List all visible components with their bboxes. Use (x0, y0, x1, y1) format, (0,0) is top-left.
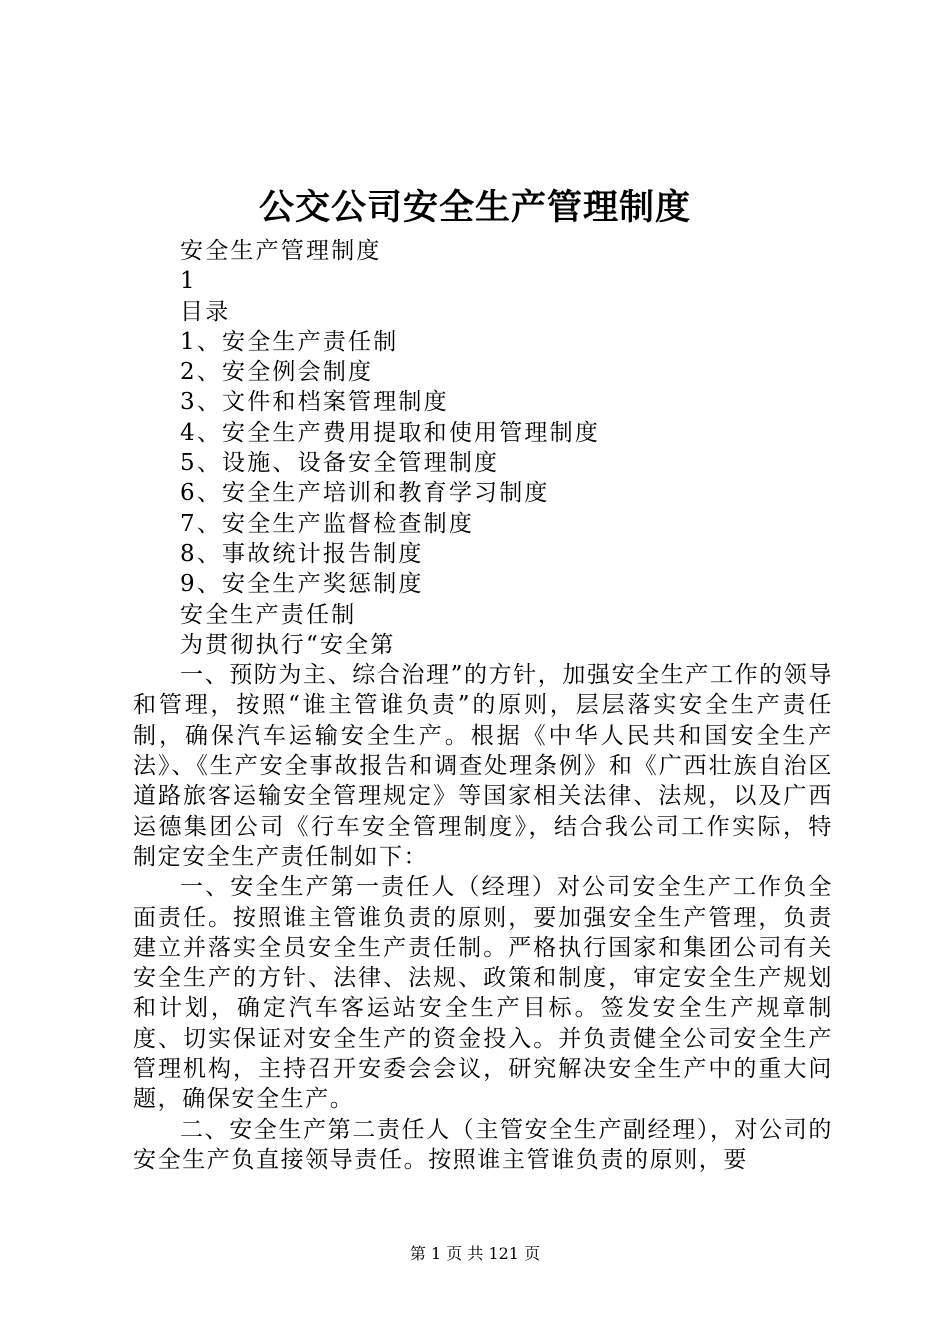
page-footer: 第 1 页 共 121 页 (409, 1244, 541, 1263)
paragraph: 二、安全生产第二责任人（主管安全生产副经理），对公司的安全生产负直接领导责任。按照谁主管谁负责的原则，要 (133, 1116, 833, 1173)
document-title: 公交公司安全生产管理制度 (258, 187, 691, 228)
toc-item: 7、安全生产监督检查制度 (180, 510, 475, 537)
toc-item: 6、安全生产培训和教育学习制度 (180, 480, 550, 507)
toc-item: 8、事故统计报告制度 (180, 540, 424, 567)
document-number: 1 (180, 268, 197, 295)
toc-item: 2、安全例会制度 (180, 359, 374, 386)
toc-item: 9、安全生产奖惩制度 (180, 571, 424, 598)
toc-heading: 目录 (180, 298, 231, 325)
paragraph: 一、安全生产第一责任人（经理）对公司安全生产工作负全面责任。按照谁主管谁负责的原则，要加强安全生产管理，负责建立并落实全员安全生产责任制。严格执行国家和集团公司有关安全生产的方针、法律、法规、政策和制度，审定安全生产规划和计划，确定汽车客运站安全生产目标。签发安全生产规章制度、切实保证对安全生产的资金投入。并负责健全公司安全生产管理机构，主持召开安委会会议，研究解决安全生产中的重大问题，确保安全生产。 (133, 874, 833, 1113)
document-subtitle: 安全生产管理制度 (180, 238, 382, 264)
document-body (133, 236, 833, 1175)
toc-item: 1、安全生产责任制 (180, 328, 399, 355)
toc-item: 4、安全生产费用提取和使用管理制度 (180, 419, 601, 446)
toc-item: 5、设施、设备安全管理制度 (180, 450, 500, 477)
section-heading: 安全生产责任制 (180, 601, 357, 628)
table-of-contents (133, 327, 833, 600)
intro-line: 为贯彻执行“安全第 (180, 631, 396, 658)
paragraph: 一、预防为主、综合治理”的方针，加强安全生产工作的领导和管理，按照“谁主管谁负责”的原则，层层落实安全生产责任制，确保汽车运输安全生产。根据《中华人民共和国安全生产法》、《生产安全事故报告和调查处理条例》和《广西壮族自治区道路旅客运输安全管理规定》等国家相关法律、法规，以及广西运德集团公司《行车安全管理制度》，结合我公司工作实际，特制定安全生产责任制如下： (133, 662, 833, 870)
toc-item: 3、文件和档案管理制度 (180, 389, 449, 416)
